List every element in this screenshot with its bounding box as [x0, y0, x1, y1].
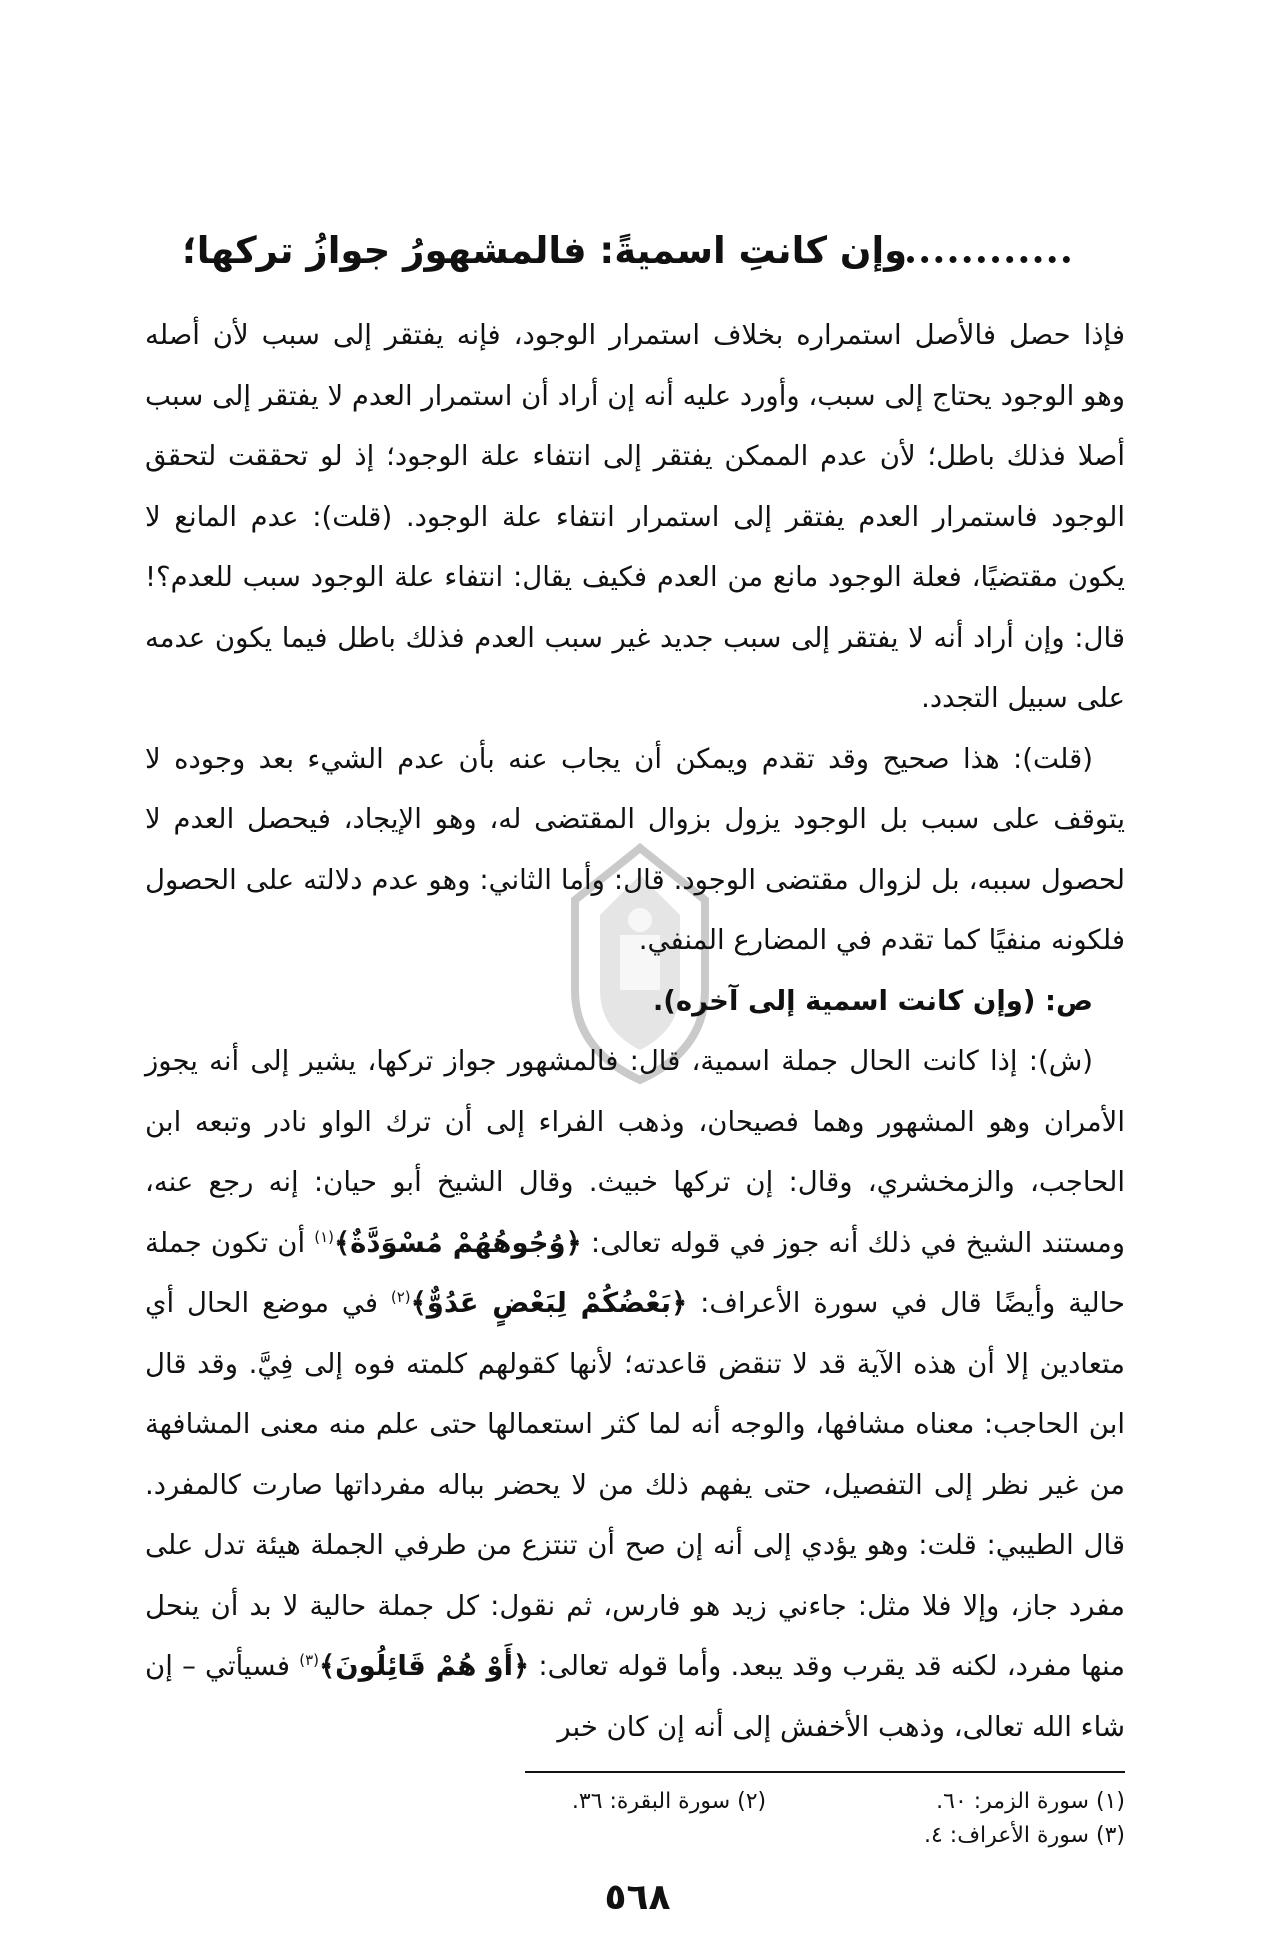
- footnote-ref-2: (٢): [390, 1287, 411, 1306]
- footnote-divider: [525, 1771, 1125, 1773]
- footnotes: [145, 1785, 1125, 1853]
- footnote-row-1: [145, 1785, 1125, 1819]
- footnote-ref-3: (٣): [299, 1650, 320, 1669]
- main-text-part-3: في موضع الحال أي متعادين إلا أن هذه الآية قد لا تنقض قاعدته؛ لأنها كقولهم كلمته فوه إلى فِيَّ. وقد قال ابن الحاجب: معناه مشافها، والوجه أنه لما كثر استعمالها حتى علم منه معنى المشافهة من غير نظر إلى التفصيل، حتى يفهم ذلك من لا يحضر بباله مفرداتها صارت كالمفرد. قال الطيبي: قلت: وهو يؤدي إلى أنه إن صح أن تنتزع من طرفي الجملة هيئة تدل على مفرد جاز، وإلا فلا مثل: جاءني زيد هو فارس، ثم نقول: كل جملة حالية لا بد أن ينحل منها مفرد، لكنه قد يقرب وقد يبعد. وأما قوله تعالى:: [145, 1287, 1126, 1682]
- running-header: [182, 225, 1082, 277]
- header-dotted-leader: [907, 256, 1070, 263]
- main-paragraph: [145, 1031, 1125, 1757]
- header-title: وإن كانتِ اسميةً: فالمشهورُ جوازُ تركها؛: [182, 229, 908, 272]
- footnote-1: (١) سورة الزمر: ٦٠.: [936, 1789, 1125, 1814]
- footnote-2: (٢) سورة البقرة: ٣٦.: [571, 1789, 767, 1814]
- footnote-ref-1: (١): [314, 1227, 335, 1246]
- page-number: ٥٦٨: [604, 1877, 671, 1918]
- paragraph-2: (قلت): هذا صحيح وقد تقدم ويمكن أن يجاب عنه بأن عدم الشيء بعد وجوده لا يتوقف على سبب بل الوجود يزول بزوال المقتضى له، وهو الإيجاد، فيحصل العدم لا لحصول سببه، بل لزوال مقتضى الوجود. قال: وأما الثاني: وهو عدم دلالته على الحصول فلكونه منفيًا كما تقدم في المضارع المنفي.: [145, 742, 1125, 956]
- quran-verse-1: ﴿وُجُوهُهُمْ مُسْوَدَّةٌ﴾: [334, 1226, 582, 1259]
- main-text-part-1: (ش): إذا كانت الحال جملة اسمية، قال: فالمشهور جواز تركها، يشير إلى أنه يجوز الأمران وهو المشهور وهما فصيحان، وذهب الفراء إلى أن ترك الواو نادر وتبعه ابن الحاجب، والزمخشري، وقال: إن تركها خبيث. وقال الشيخ أبو حيان: إنه رجع عنه، ومستند الشيخ في ذلك أنه جوز في قوله تعالى:: [145, 1045, 1126, 1259]
- body-text: [145, 305, 1125, 1757]
- quran-verse-2: ﴿بَعْضُكُمْ لِبَعْضٍ عَدُوٌّ﴾: [410, 1287, 688, 1319]
- quran-verse-3: ﴿أَوْ هُمْ قَائِلُونَ﴾: [319, 1650, 530, 1682]
- paragraph-1: فإذا حصل فالأصل استمراره بخلاف استمرار الوجود، فإنه يفتقر إلى سبب لأن أصله وهو الوجود يحتاج إلى سبب، وأورد عليه أنه إن أراد أن استمرار العدم لا يفتقر إلى سبب أصلا فذلك باطل؛ لأن عدم الممكن يفتقر إلى انتفاء علة الوجود؛ إذ لو تحققت لتحقق الوجود فاستمرار العدم يفتقر إلى استمرار انتفاء علة الوجود. (قلت): عدم المانع لا يكون مقتضيًا، فعلة الوجود مانع من العدم فكيف يقال: انتفاء علة الوجود سبب للعدم؟! قال: وإن أراد أنه لا يفتقر إلى سبب جديد غير سبب العدم فذلك باطل فيما يكون عدمه على سبيل التجدد.: [145, 319, 1125, 714]
- main-text-part-2: أن تكون جملة حالية وأيضًا قال في سورة الأعراف:: [145, 1226, 1126, 1319]
- footnote-3: (٣) سورة الأعراف: ٤.: [923, 1823, 1125, 1848]
- main-text-part-4: فسيأتي – إن شاء الله تعالى، وذهب الأخفش إلى أنه إن كان خبر: [145, 1650, 1125, 1743]
- footnote-row-2: [145, 1819, 1125, 1853]
- section-line: ص: (وإن كانت اسمية إلى آخره).: [652, 984, 1093, 1017]
